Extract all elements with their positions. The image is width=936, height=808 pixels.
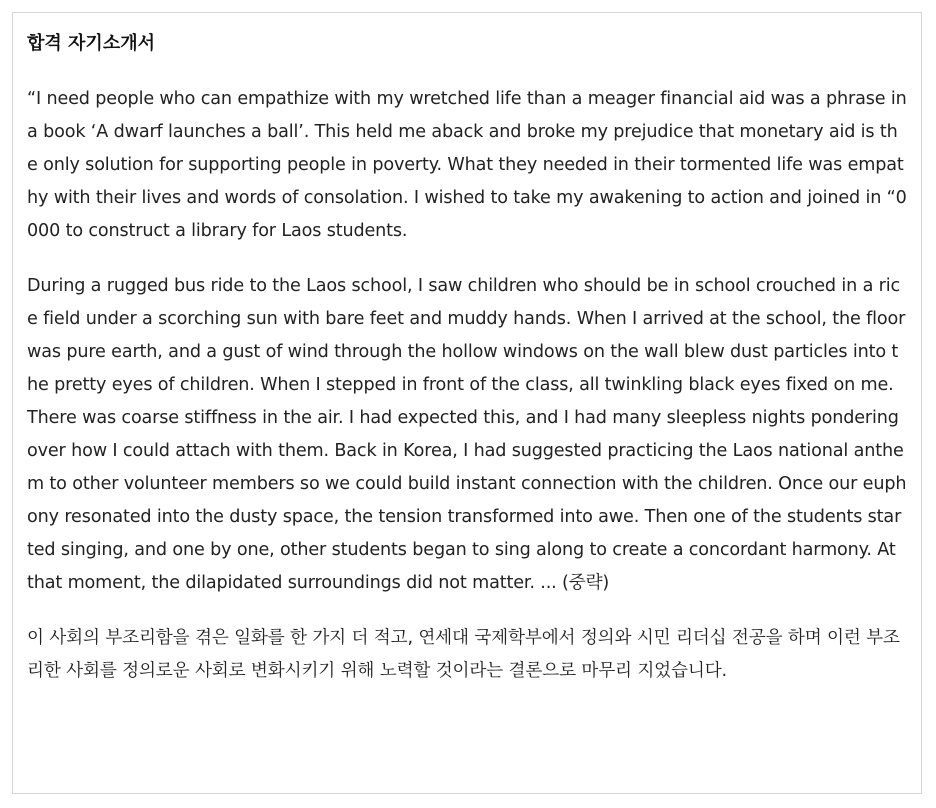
- paragraph-conclusion: 이 사회의 부조리함을 겪은 일화를 한 가지 더 적고, 연세대 국제학부에서 정의와 시민 리더십 전공을 하며 이런 부조리한 사회를 정의로운 사회로 변화시키기 위해 노력할 것이라는 결론으로 마무리 지었습니다.: [27, 628, 900, 681]
- paragraph-intro: “I need people who can empathize with my wretched life than a meager financial aid was a phrase in a book ‘A dwarf launches a ball’. This held me aback and broke my prejudice that monetary aid is the only solution for supporting people in poverty. What they needed in their tormented life was empathy with their lives and words of consolation. I wished to take my awakening to action and joined in “0000 to construct a library for Laos students.: [27, 89, 907, 241]
- document-container: [12, 12, 922, 794]
- paragraph-laos-school: During a rugged bus ride to the Laos school, I saw children who should be in school crouched in a rice field under a scorching sun with bare feet and muddy hands. When I arrived at the school, the floor was pure earth, and a gust of wind through the hollow windows on the wall blew dust particles into the pretty eyes of children. When I stepped in front of the class, all twinkling black eyes fixed on me. There was coarse stiffness in the air. I had expected this, and I had many sleepless nights pondering over how I could attach with them. Back in Korea, I had suggested practicing the Laos national anthem to other volunteer members so we could build instant connection with the children. Once our euphony resonated into the dusty space, the tension transformed into awe. Then one of the students started singing, and one by one, other students began to sing along to create a concordant harmony. At that moment, the dilapidated surroundings did not matter. ... (중략): [27, 276, 907, 593]
- document-title: 합격 자기소개서: [27, 33, 155, 54]
